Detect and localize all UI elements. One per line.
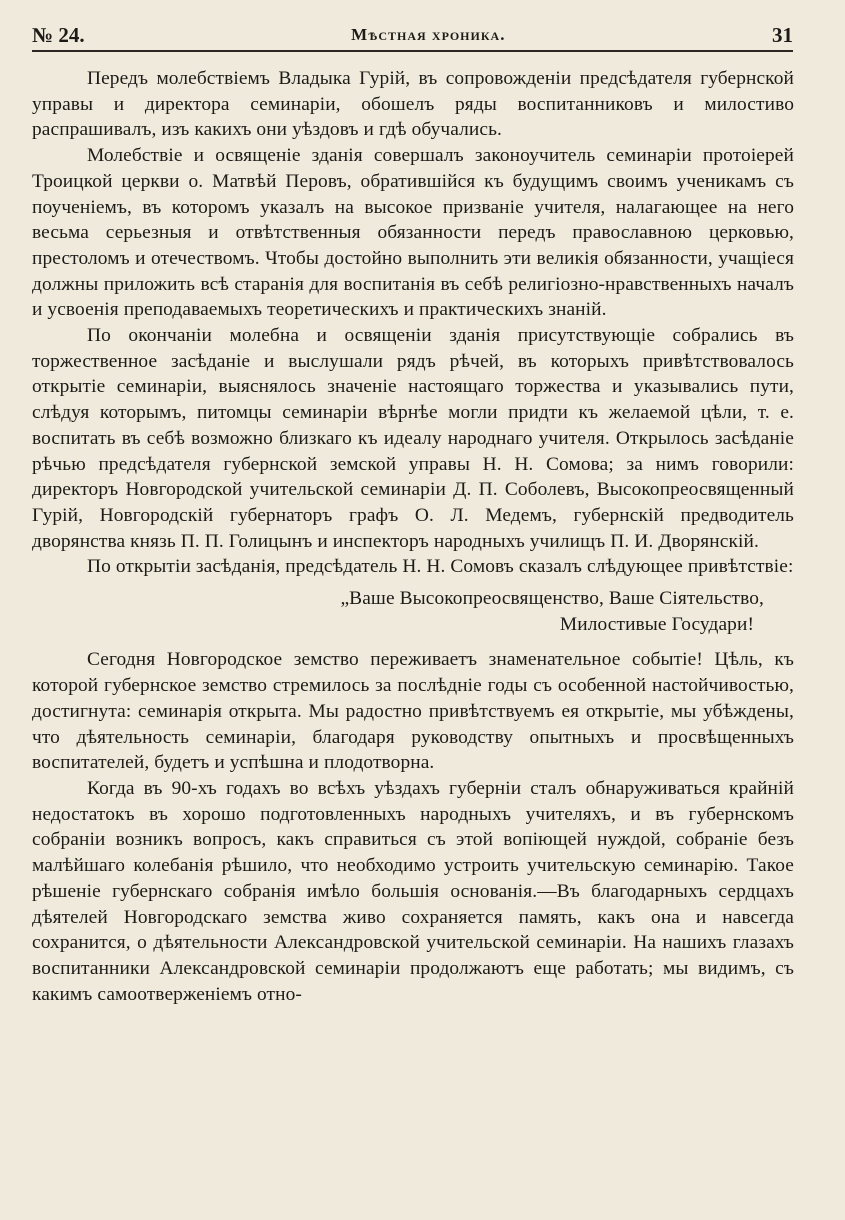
paragraph: По открытіи засѣданія, предсѣдатель Н. Н. Сомовъ сказалъ слѣдующее привѣтствіе:	[87, 556, 794, 578]
paragraph: Передъ молебствіемъ Владыка Гурій, въ сопровожденіи предсѣдателя губернской управы и директора семинаріи, обошелъ ряды воспитанниковъ и милостиво распрашивалъ, изъ какихъ они уѣздовъ и гдѣ обучались.	[32, 68, 794, 141]
speech-salutation	[32, 586, 794, 637]
article-body	[32, 66, 794, 1007]
page-number: 31	[771, 22, 793, 47]
running-header	[32, 20, 793, 52]
salutation-line: „Ваше Высокопреосвященство, Ваше Сіятельство,	[340, 588, 764, 610]
paragraph: Сегодня Новгородское земство переживаетъ знаменательное событіе! Цѣль, къ которой губернское земство стремилось за послѣдніе годы съ особенной настойчивостью, достигнута: семинарія открыта. Мы радостно привѣтствуемъ ея открытіе, мы убѣждены, что дѣятельность семинаріи, благодаря руководству опытныхъ и просвѣщенныхъ воспитателей, будетъ и успѣшна и плодотворна.	[32, 649, 794, 774]
section-title: Мѣстная хроника.	[351, 25, 506, 44]
salutation-line: Милостивые Государи!	[559, 613, 754, 635]
paragraph: Когда въ 90-хъ годахъ во всѣхъ уѣздахъ губерніи сталъ обнаруживаться крайній недостатокъ въ хорошо подготовленныхъ народныхъ учителяхъ, и въ губернскомъ собраніи возникъ вопросъ, какъ справиться съ этой вопіющей нуждой, собраніе безъ малѣйшаго колебанія рѣшило, что необходимо устроить учительскую семинарію. Такое рѣшеніе губернскаго собранія имѣло большія основанія.—Въ благодарныхъ сердцахъ дѣятелей Новгородскаго земства живо сохраняется память, какъ она и навсегда сохранится, о дѣятельности Александровской учительской семинаріи. На нашихъ глазахъ воспитанники Александровской семинаріи продолжаютъ еще работать; мы видимъ, съ какимъ самоотверженіемъ отно-	[32, 777, 794, 1005]
paragraph: По окончаніи молебна и освященіи зданія присутствующіе собрались въ торжественное засѣданіе и выслушали рядъ рѣчей, въ которыхъ привѣтствовалось открытіе семинаріи, выяснялось значеніе настоящаго торжества и указывались пути, слѣдуя которымъ, питомцы семинаріи вѣрнѣе могли придти къ желаемой цѣли, т. е. воспитать въ себѣ возможно близкаго къ идеалу народнаго учителя. Открылось засѣданіе рѣчью предсѣдателя губернской земской управы Н. Н. Сомова; за нимъ говорили: директоръ Новгородской учительской семинаріи Д. П. Соболевъ, Высокопреосвященный Гурій, Новгородскій губернаторъ графъ О. Л. Медемъ, губернскій предводитель дворянства князь П. П. Голицынъ и инспекторъ народныхъ училищъ П. И. Дворянскій.	[32, 325, 794, 552]
issue-number: № 24.	[32, 22, 85, 47]
paragraph: Молебствіе и освященіе зданія совершалъ законоучитель семинаріи протоіерей Троицкой церкви о. Матвѣй Перовъ, обратившійся къ будущимъ своимъ ученикамъ съ поученіемъ, въ которомъ указалъ на высокое призваніе учителя, налагающее на него весьма серьезныя и отвѣтственныя обязанности передъ православною церковью, престоломъ и отечествомъ. Чтобы достойно выполнить эти великія обязанности, учащіеся должны приложить всѣ старанія для воспитанія въ себѣ религіозно-нравственныхъ началъ и усвоенія преподаваемыхъ теоретическихъ и практическихъ знаній.	[32, 145, 794, 321]
